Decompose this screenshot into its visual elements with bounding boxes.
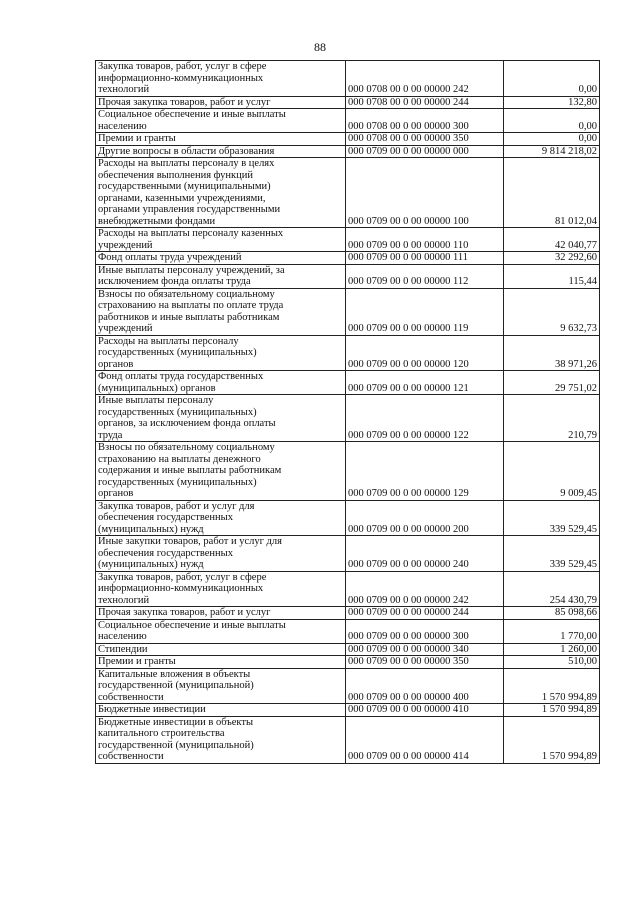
budget-code-cell: 000 0709 00 0 00 00000 300	[346, 619, 504, 643]
expense-name-cell: Расходы на выплаты персоналу в целях обеспечения выполнения функций государственными (муниципальными) органами, казенными учреждениями, органами управления государственными внебюджетными фондами	[96, 158, 346, 228]
amount-cell: 0,00	[504, 61, 600, 97]
expense-name-cell: Бюджетные инвестиции в объекты капитального строительства государственной (муниципальной) собственности	[96, 716, 346, 763]
expense-name-cell: Стипендии	[96, 643, 346, 656]
amount-cell: 9 632,73	[504, 288, 600, 335]
amount-cell: 339 529,45	[504, 536, 600, 572]
budget-code-cell: 000 0709 00 0 00 00000 242	[346, 571, 504, 607]
budget-code-cell: 000 0709 00 0 00 00000 119	[346, 288, 504, 335]
amount-cell: 42 040,77	[504, 228, 600, 252]
table-row	[96, 109, 600, 133]
expense-name-cell: Иные выплаты персоналу государственных (муниципальных) органов, за исключением фонда оплаты труда	[96, 395, 346, 442]
budget-code-cell: 000 0709 00 0 00 00000 120	[346, 335, 504, 371]
expense-name-cell: Прочая закупка товаров, работ и услуг	[96, 607, 346, 620]
expense-name-cell: Иные закупки товаров, работ и услуг для обеспечения государственных (муниципальных) нужд	[96, 536, 346, 572]
expense-name-cell: Прочая закупка товаров, работ и услуг	[96, 96, 346, 109]
expense-name-cell: Капитальные вложения в объекты государственной (муниципальной) собственности	[96, 668, 346, 704]
table-row	[96, 395, 600, 442]
budget-code-cell: 000 0709 00 0 00 00000 414	[346, 716, 504, 763]
table-row	[96, 607, 600, 620]
table-row	[96, 252, 600, 265]
table-row	[96, 704, 600, 717]
expense-name-cell: Расходы на выплаты персоналу государственных (муниципальных) органов	[96, 335, 346, 371]
budget-table	[95, 60, 600, 764]
amount-cell: 254 430,79	[504, 571, 600, 607]
expense-name-cell: Другие вопросы в области образования	[96, 145, 346, 158]
expense-name-cell: Взносы по обязательному социальному страхованию на выплаты по оплате труда работников и иные выплаты работникам учреждений	[96, 288, 346, 335]
table-row	[96, 335, 600, 371]
amount-cell: 9 009,45	[504, 442, 600, 501]
amount-cell: 1 770,00	[504, 619, 600, 643]
expense-name-cell: Закупка товаров, работ, услуг в сфере информационно-коммуникационных технологий	[96, 61, 346, 97]
table-row	[96, 228, 600, 252]
amount-cell: 1 260,00	[504, 643, 600, 656]
amount-cell: 132,80	[504, 96, 600, 109]
table-row	[96, 643, 600, 656]
budget-code-cell: 000 0709 00 0 00 00000 129	[346, 442, 504, 501]
budget-code-cell: 000 0709 00 0 00 00000 240	[346, 536, 504, 572]
expense-name-cell: Фонд оплаты труда учреждений	[96, 252, 346, 265]
budget-code-cell: 000 0709 00 0 00 00000 121	[346, 371, 504, 395]
expense-name-cell: Взносы по обязательному социальному страхованию на выплаты денежного содержания и иные выплаты работникам государственных (муниципальных) органов	[96, 442, 346, 501]
expense-name-cell: Премии и гранты	[96, 656, 346, 669]
budget-code-cell: 000 0709 00 0 00 00000 000	[346, 145, 504, 158]
expense-name-cell: Социальное обеспечение и иные выплаты населению	[96, 109, 346, 133]
amount-cell: 115,44	[504, 264, 600, 288]
amount-cell: 1 570 994,89	[504, 716, 600, 763]
table-row	[96, 145, 600, 158]
amount-cell: 85 098,66	[504, 607, 600, 620]
expense-name-cell: Закупка товаров, работ, услуг в сфере информационно-коммуникационных технологий	[96, 571, 346, 607]
budget-code-cell: 000 0709 00 0 00 00000 350	[346, 656, 504, 669]
table-row	[96, 133, 600, 146]
table-row	[96, 371, 600, 395]
budget-code-cell: 000 0709 00 0 00 00000 112	[346, 264, 504, 288]
table-row	[96, 668, 600, 704]
budget-code-cell: 000 0709 00 0 00 00000 400	[346, 668, 504, 704]
budget-code-cell: 000 0709 00 0 00 00000 110	[346, 228, 504, 252]
amount-cell: 1 570 994,89	[504, 668, 600, 704]
budget-code-cell: 000 0709 00 0 00 00000 122	[346, 395, 504, 442]
table-row	[96, 571, 600, 607]
amount-cell: 0,00	[504, 133, 600, 146]
amount-cell: 32 292,60	[504, 252, 600, 265]
budget-table-body	[96, 61, 600, 764]
amount-cell: 210,79	[504, 395, 600, 442]
amount-cell: 0,00	[504, 109, 600, 133]
budget-code-cell: 000 0709 00 0 00 00000 410	[346, 704, 504, 717]
amount-cell: 81 012,04	[504, 158, 600, 228]
amount-cell: 9 814 218,02	[504, 145, 600, 158]
budget-code-cell: 000 0709 00 0 00 00000 100	[346, 158, 504, 228]
budget-code-cell: 000 0708 00 0 00 00000 350	[346, 133, 504, 146]
table-row	[96, 716, 600, 763]
expense-name-cell: Иные выплаты персоналу учреждений, за исключением фонда оплаты труда	[96, 264, 346, 288]
table-row	[96, 288, 600, 335]
budget-code-cell: 000 0709 00 0 00 00000 340	[346, 643, 504, 656]
table-row	[96, 264, 600, 288]
expense-name-cell: Расходы на выплаты персоналу казенных учреждений	[96, 228, 346, 252]
amount-cell: 1 570 994,89	[504, 704, 600, 717]
amount-cell: 29 751,02	[504, 371, 600, 395]
expense-name-cell: Бюджетные инвестиции	[96, 704, 346, 717]
budget-code-cell: 000 0709 00 0 00 00000 244	[346, 607, 504, 620]
budget-code-cell: 000 0708 00 0 00 00000 242	[346, 61, 504, 97]
table-row	[96, 536, 600, 572]
expense-name-cell: Премии и гранты	[96, 133, 346, 146]
expense-name-cell: Фонд оплаты труда государственных (муниципальных) органов	[96, 371, 346, 395]
page-number: 88	[314, 40, 326, 54]
amount-cell: 38 971,26	[504, 335, 600, 371]
table-row	[96, 158, 600, 228]
table-row	[96, 619, 600, 643]
budget-code-cell: 000 0709 00 0 00 00000 200	[346, 500, 504, 536]
table-row	[96, 656, 600, 669]
amount-cell: 339 529,45	[504, 500, 600, 536]
budget-code-cell: 000 0709 00 0 00 00000 111	[346, 252, 504, 265]
budget-code-cell: 000 0708 00 0 00 00000 300	[346, 109, 504, 133]
amount-cell: 510,00	[504, 656, 600, 669]
table-row	[96, 442, 600, 501]
expense-name-cell: Закупка товаров, работ и услуг для обеспечения государственных (муниципальных) нужд	[96, 500, 346, 536]
table-row	[96, 96, 600, 109]
expense-name-cell: Социальное обеспечение и иные выплаты населению	[96, 619, 346, 643]
table-row	[96, 61, 600, 97]
table-row	[96, 500, 600, 536]
budget-code-cell: 000 0708 00 0 00 00000 244	[346, 96, 504, 109]
